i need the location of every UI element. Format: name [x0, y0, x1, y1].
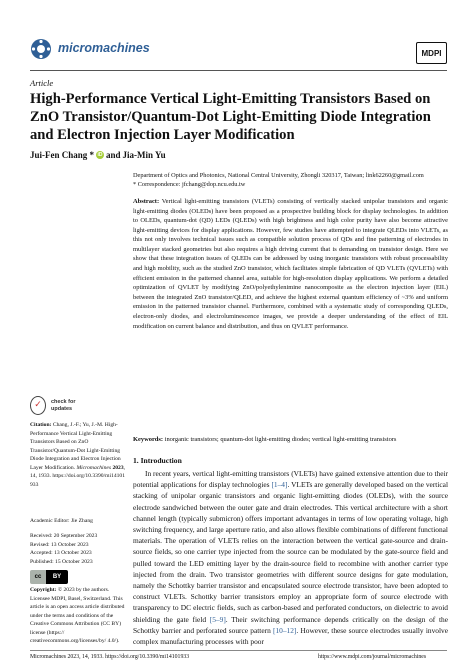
footer-divider	[30, 650, 447, 651]
check-updates-badge[interactable]	[30, 396, 75, 415]
reference-link[interactable]: [1–4]	[271, 480, 288, 490]
author-first[interactable]: Jui-Fen Chang *	[30, 150, 95, 160]
citation-label: Citation:	[30, 422, 52, 428]
reference-link[interactable]: [5–9]	[209, 614, 226, 624]
section-heading-introduction: 1. Introduction	[133, 456, 182, 465]
affiliation-line: Department of Optics and Photonics, National Central University, Zhongli 320317, Taiwan; link62260@gmail.com	[133, 172, 424, 179]
author-second[interactable]: Jia-Min Yu	[122, 150, 166, 160]
keywords-label: Keywords:	[133, 436, 164, 443]
check-updates-line2: updates	[51, 405, 73, 412]
accepted-date: Accepted: 13 October 2023	[30, 550, 92, 556]
citation-year: 2023	[112, 464, 124, 471]
body-text-span: . Their switching performance depends critically on the design of the Schottky barrier and perforated source pattern	[133, 614, 448, 635]
copyright-label: Copyright:	[30, 587, 57, 593]
dates-block	[30, 532, 126, 566]
footer-citation: Micromachines 2023, 14, 1933. https://doi.org/10.3390/mi14101933	[30, 654, 190, 660]
cc-by-license-icon[interactable]	[30, 570, 68, 584]
orcid-icon[interactable]: iD	[97, 152, 103, 158]
journal-logo-icon	[30, 38, 52, 60]
abstract	[133, 197, 448, 331]
editor-line: Academic Editor: Jie Zhang	[30, 518, 93, 524]
abstract-text: Vertical light-emitting transistors (VLETs) consisting of vertically stacked unipolar transistors and organic light-emitting diodes (OLEDs) have been proposed as a prospective building block for display technologies. In addition to OLEDs, quantum-dot (QD) LEDs (QLEDs) with high brightness and high color purity have also become attractive light-emitting devices for display applications. However, few studies have attempted to integrate QLEDs into VLETs, as this not only involves technical issues such as compatible solution process of QDs and fine patterning of electrodes in multilayer stacked geometries but also requires a high driving current that is demanding on transistor design. Here we show that these integration issues of QLEDs can be addressed by using inorganic transistors with robust processability and high mobility, such as the studied ZnO transistor, which facilitates simple fabrication of QD VLETs (QVLETs) with efficient emission in the patterned channel area, suitable for high-resolution display applications. We perform a detailed optimization of QVLET by modifying ZnO/polyethylenimine nanocomposite as the electron injection layer (EIL) between the integrated ZnO transistor/QLED, and achieve the highest external quantum efficiency of ~3% and uniform emission in the patterned transistor channel. Furthermore, combined with a systematic study of corresponding QLEDs, electron-only diodes, and electroluminescence images, we provide a deeper understanding of the effect of EIL modification on current balance and distribution, and thus on QVLET performance.	[133, 198, 448, 330]
citation-text: Chang, J.-F.; Yu, J.-M. High-Performance Vertical Light-Emitting Transistors Based on ZnO Transistor/Quantum-Dot Light-Emitting Diode Integration and Electron Injection Layer Modification.	[30, 422, 121, 471]
check-updates-icon: ✓	[30, 396, 46, 415]
check-updates-line1: check for	[51, 399, 76, 405]
abstract-label: Abstract:	[133, 198, 160, 205]
article-title: High-Performance Vertical Light-Emitting Transistors Based on ZnO Transistor/Quantum-Dot Light-Emitting Diode Integration and Electron Injection Layer Modification	[30, 91, 431, 143]
published-date: Published: 15 October 2023	[30, 558, 93, 565]
introduction-body	[133, 468, 448, 647]
correspondence-line[interactable]: * Correspondence: jfchang@dop.ncu.edu.tw	[133, 181, 246, 188]
body-text-span: . However, these source electrodes usually involve complex manufacturing processes with poor	[133, 625, 448, 647]
paragraph	[133, 468, 448, 647]
footer-journal-url[interactable]: https://www.mdpi.com/journal/micromachines	[318, 654, 427, 660]
citation-journal: Micromachines	[76, 464, 112, 471]
received-date: Received: 20 September 2023	[30, 533, 98, 539]
author-list	[30, 150, 166, 160]
journal-name[interactable]: micromachines	[58, 41, 150, 55]
revised-date: Revised: 13 October 2023	[30, 541, 89, 548]
article-type: Article	[30, 78, 54, 88]
keywords	[133, 435, 448, 444]
copyright-text: © 2023 by the authors. Licensee MDPI, Basel, Switzerland. This article is an open access article distributed under the terms and conditions of the Creative Commons Attribution (CC BY) license (https:// creativecommons.org/licenses/by/ 4.0/).	[30, 587, 125, 644]
by-icon: BY	[46, 570, 68, 584]
header-divider	[30, 70, 447, 71]
mdpi-logo[interactable]: MDPI	[416, 42, 447, 64]
citation-doi[interactable]: https://doi.org/10.3390/mi14101933	[30, 473, 126, 488]
cc-icon: cc	[30, 570, 46, 584]
citation-volume: , 14, 1933.	[30, 464, 126, 479]
author-connector: and	[106, 150, 121, 160]
affiliation	[133, 171, 448, 189]
citation-block	[30, 421, 126, 489]
copyright-block	[30, 586, 126, 646]
keywords-text: inorganic transistors; quantum-dot light-emitting diodes; vertical light-emitting transistors	[164, 436, 397, 443]
body-text-span: . VLETs are generally developed based on the vertical stacking of unipolar organic transistors and organic light-emitting diodes (OLEDs), with the source electrode sandwiched between the outer gate and drain electrodes. This vertical architecture with a short channel length (typically submicron) offers important advantages in terms of low operating voltage, high switching frequency, and large aperture ratio, and also allows flexible combinations of different functional materials. The operation of VLETs relies on the interaction between the vertical gate-source and drain-source fields, so one carrier type injected from the source can be modulated by the gate-source field and pulled toward the LED emitting layer by the drain-source field to recombine with another carrier type injected from the drain. Two transistor geometries with different source designs for gate modulation, namely the Schottky barrier transistor and encapsulated source electrode transistor, have been adopted to construct VLETs. Schottky barrier transistors employ an appropriate form of source electrode with transparency to DC electric fields, such as carbon-based and perforated conductors, on dielectric to avoid shielding the gate field	[133, 480, 448, 624]
reference-link[interactable]: [10–12]	[272, 625, 297, 635]
body-text-span: In recent years, vertical light-emitting transistors (VLETs) have gained extensive attention due to their potential applications for display technologies	[133, 469, 448, 490]
